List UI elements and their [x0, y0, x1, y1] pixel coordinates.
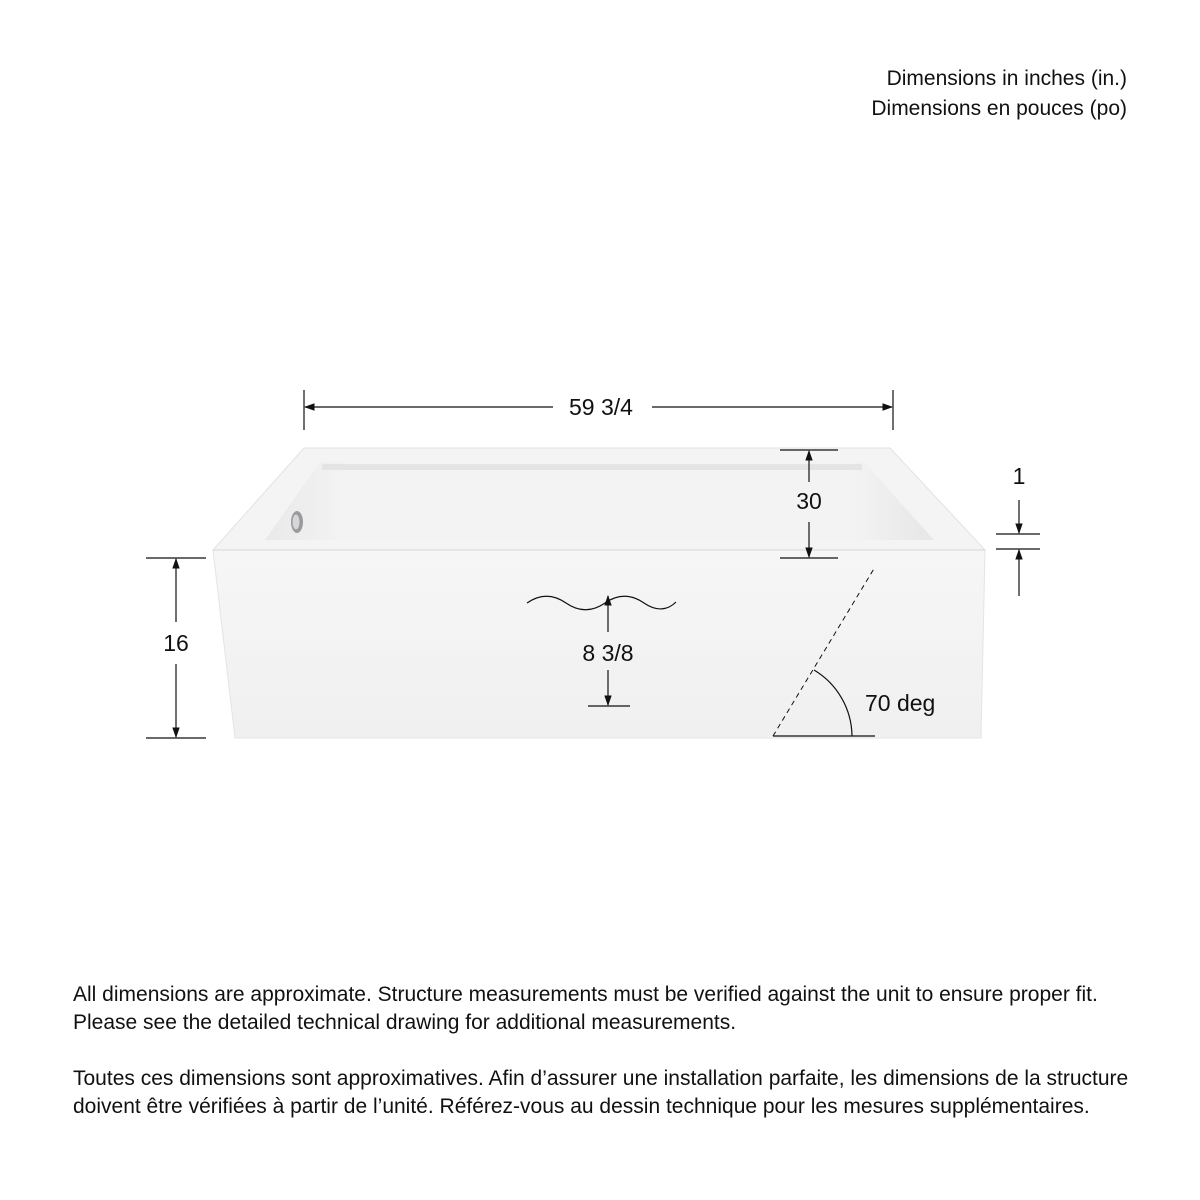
units-english: Dimensions in inches (in.): [886, 67, 1127, 90]
depth-label: 30: [796, 488, 822, 514]
height-dimension: [146, 558, 206, 738]
water-depth-label: 8 3/8: [582, 640, 634, 666]
length-label: 59 3/4: [569, 394, 633, 420]
tub-basin: [265, 462, 934, 540]
rim-label: 1: [1012, 463, 1026, 489]
disclaimer-notes: [73, 981, 1133, 1149]
length-dimension: [304, 390, 893, 430]
rim-dimension: [996, 463, 1040, 596]
height-label: 16: [163, 630, 189, 656]
apron-angle-label: 70 deg: [865, 690, 936, 716]
tub-basin-back-wall: [322, 464, 862, 470]
note-french: Toutes ces dimensions sont approximatives. Afin d’assurer une installation parfaite, les dimensions de la structure doivent être vérifiées à partir de l’unité. Référez-vous au dessin technique pour les mesures supplémentaires.: [73, 1067, 1129, 1118]
drain-overflow-icon: [291, 511, 303, 533]
note-english: All dimensions are approximate. Structure measurements must be verified against the unit to ensure proper fit. Please see the detailed technical drawing for additional measurements.: [73, 983, 1098, 1034]
units-french: Dimensions en pouces (po): [871, 97, 1127, 120]
